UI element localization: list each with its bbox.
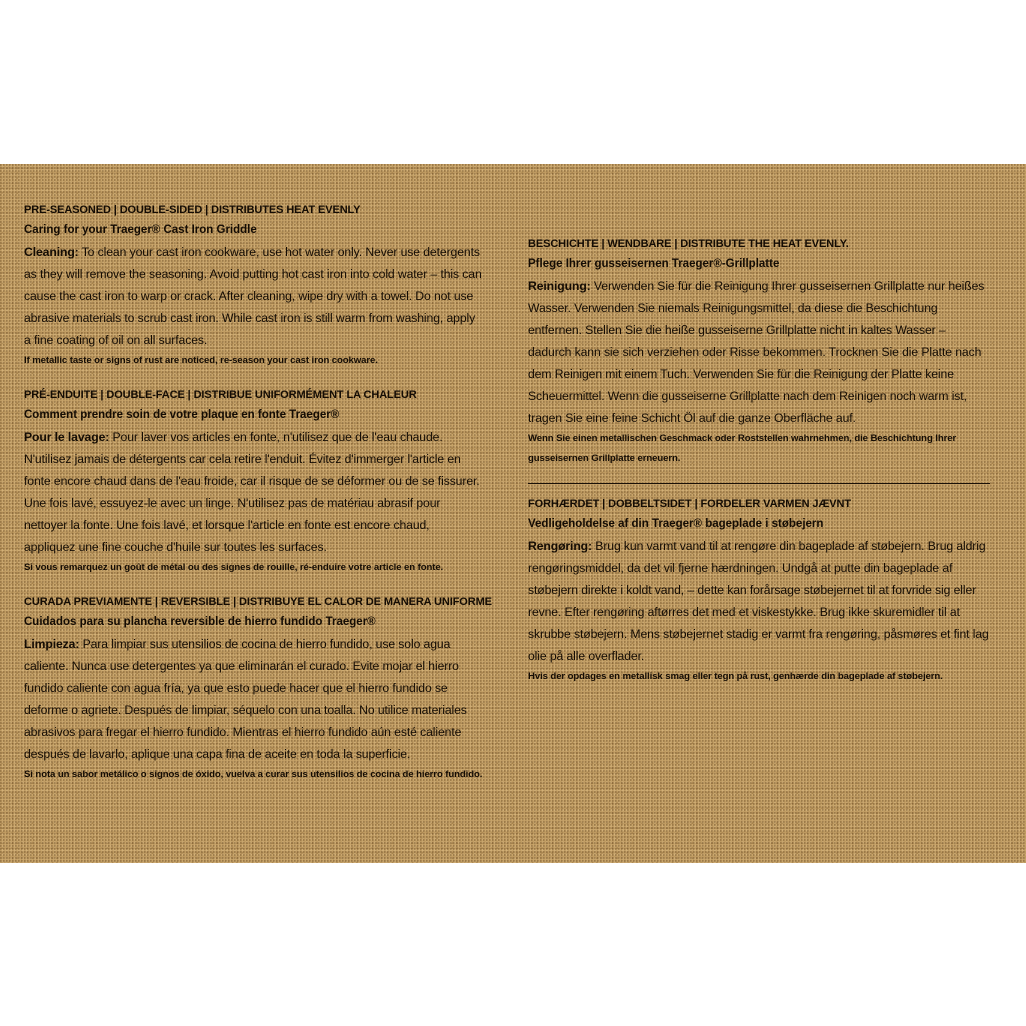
section-heading: PRÉ-ENDUITE | DOUBLE-FACE | DISTRIBUE UNIFORMÉMENT LA CHALEUR — [24, 389, 417, 401]
section-body — [24, 426, 484, 558]
section-note: Si vous remarquez un goût de métal ou des signes de rouille, ré-enduire votre article en fonte. — [24, 562, 444, 573]
section-note: Si nota un sabor metálico o signos de óxido, vuelva a curar sus utensilios de cocina de hierro fundido. — [24, 769, 483, 780]
section-body — [24, 633, 484, 765]
section-note: Wenn Sie einen metallischen Geschmack oder Roststellen wahrnehmen, die Beschichtung Ihrer gusseisernen Grillplatte erneuern. — [528, 433, 957, 464]
section-note: Hvis der opdages en metallisk smag eller tegn på rust, genhærde din bageplade af støbejern. — [528, 671, 943, 682]
griddle-care-card — [0, 164, 1026, 863]
section-heading: FORHÆRDET | DOBBELTSIDET | FORDELER VARMEN JÆVNT — [528, 498, 852, 510]
section-subheading: Cuidados para su plancha reversible de hierro fundido Traeger® — [24, 616, 376, 628]
section-french — [24, 385, 484, 578]
section-subheading: Comment prendre soin de votre plaque en fonte Traeger® — [24, 409, 340, 421]
section-subheading: Vedligeholdelse af din Traeger® bageplade i støbejern — [528, 518, 824, 530]
body-text: Para limpiar sus utensilios de cocina de hierro fundido, use solo agua caliente. Nunca use detergentes ya que eliminarán el curado. Evite mojar el hierro fundido caliente con agua fría, ya que esto puede hacer que el hierro fundido se deforme o agriete. Después de limpiar, séquelo con una toalla. No utilice materiales abrasivos para fregar el hierro fundido. Mientras el hierro fundido aún esté caliente después de lavarlo, aplique una capa fina de aceite en toda la superficie. — [24, 637, 467, 761]
section-subheading: Pflege Ihrer gusseisernen Traeger®-Grillplatte — [528, 258, 780, 270]
section-danish — [528, 494, 990, 687]
section-heading: CURADA PREVIAMENTE | REVERSIBLE | DISTRIBUYE EL CALOR DE MANERA UNIFORME — [24, 596, 492, 608]
body-text: Brug kun varmt vand til at rengøre din bageplade af støbejern. Brug aldrig rengøringsmiddel, da det vil fjerne hærdningen. Undgå at putte din bageplade af støbejern direkte i koldt vand, – dette kan forårsage støbejernet til at forvride sig eller revne. Efter rengøring aftørres det med et viskestykke. Brug ikke skuremidler til at skrubbe støbejern. Mens støbejernet stadig er varmt fra rengøring, påsmøres et fint lag olie på alle overflader. — [528, 539, 989, 663]
section-heading: BESCHICHTE | WENDBARE | DISTRIBUTE THE HEAT EVENLY. — [528, 238, 849, 250]
section-note: If metallic taste or signs of rust are noticed, re-season your cast iron cookware. — [24, 355, 378, 366]
body-lead: Reinigung: — [528, 279, 591, 293]
body-lead: Cleaning: — [24, 245, 79, 259]
body-lead: Pour le lavage: — [24, 430, 110, 444]
section-heading: PRE-SEASONED | DOUBLE-SIDED | DISTRIBUTES HEAT EVENLY — [24, 204, 361, 216]
section-spanish — [24, 592, 492, 785]
body-text: Pour laver vos articles en fonte, n'utilisez que de l'eau chaude. N'utilisez jamais de détergents car cela retire l'enduit. Évitez d'immerger l'article en fonte encore chaud dans de l'eau froide, car il risque de se déformer ou de se fissurer. Une fois lavé, essuyez-le avec un linge. N'utilisez pas de matériau abrasif pour nettoyer la fonte. Une fois lavé, et lorsque l'article en fonte est encore chaud, appliquez une fine couche d'huile sur toutes les surfaces. — [24, 430, 480, 554]
body-lead: Limpieza: — [24, 637, 80, 651]
section-subheading: Caring for your Traeger® Cast Iron Griddle — [24, 224, 257, 236]
left-column — [24, 200, 492, 799]
section-german — [528, 234, 990, 469]
section-divider — [528, 483, 990, 484]
right-column — [528, 234, 990, 701]
section-english — [24, 200, 484, 371]
section-body — [528, 275, 990, 429]
body-lead: Rengøring: — [528, 539, 592, 553]
body-text: Verwenden Sie für die Reinigung Ihrer gusseisernen Grillplatte nur heißes Wasser. Verwenden Sie niemals Reinigungsmittel, da diese die Beschichtung entfernen. Stellen Sie die heiße gusseiserne Grillplatte nicht in kaltes Wasser – dadurch kann sie sich verziehen oder Risse bekommen. Trocknen Sie die Platte nach dem Reinigen mit einem Tuch. Verwenden Sie für die Reinigung der Platte keine Scheuermittel. Wenn die gusseiserne Grillplatte nach dem Reinigen noch warm ist, tragen Sie eine feine Schicht Öl auf die ganze Oberfläche auf. — [528, 279, 985, 425]
body-text: To clean your cast iron cookware, use hot water only. Never use detergents as they will remove the seasoning. Avoid putting hot cast iron into cold water – this can cause the cast iron to warp or crack. After cleaning, wipe dry with a towel. Do not use abrasive materials to scrub cast iron. While cast iron is still warm from washing, apply a fine coating of oil on all surfaces. — [24, 245, 482, 347]
section-body — [528, 535, 990, 667]
section-body — [24, 241, 484, 351]
